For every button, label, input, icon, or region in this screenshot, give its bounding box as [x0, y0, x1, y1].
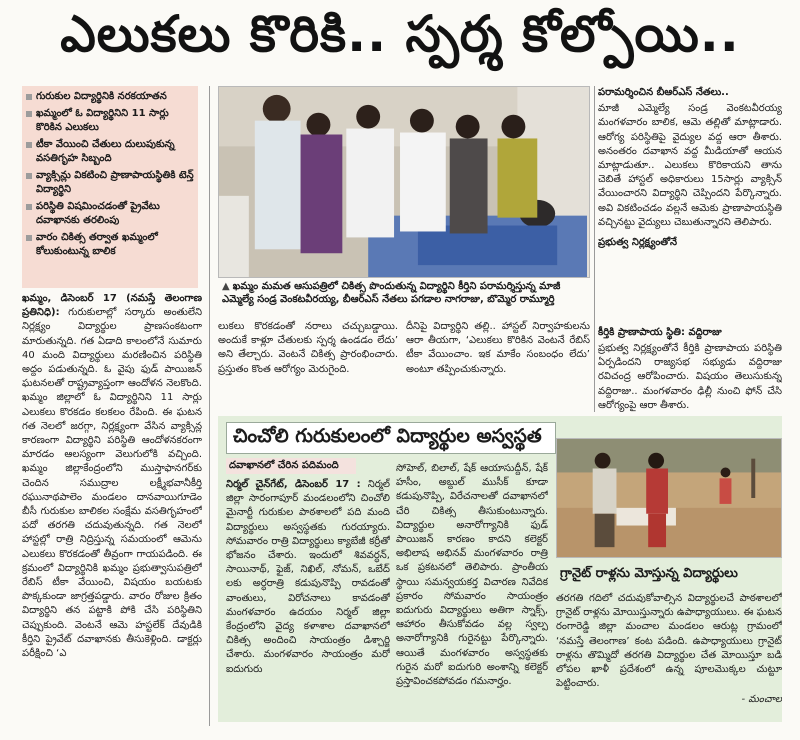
main-story-column-4: పరామర్శించిన బీఆర్ఎస్ నేతలు.. మాజీ ఎమ్మెల్యే సండ్ర వెంకటవీరయ్య మంగళవారం బాలిక, ఆమె తల్లితో మాట్లాడారు. ఆరోగ్య పరిస్థితిపై వైద్యుల వద్ద ఆరా తీశారు. అనంతరం దవాఖాన వద్ద మీడియాతో ఆయన మాట్లాడుతూ.. ఎలుకలు కొరికాయని తాను చెబితే హాస్టల్ అధికారులు 15సార్లు వ్యాక్సిన్ వేయించారని విద్యార్థిని చెప్పిందని పేర్కొన్నారు. అవి వికటించడం వల్లనే ఆమెకు ప్రాణాపాయస్థితి వచ్చినట్టు వైద్యులు చెబుతున్నారని తెలిపారు. ప్రభుత్వ నిర్లక్ష్యంతోనే	[598, 86, 782, 324]
caption-triangle-icon: ▲	[222, 281, 230, 292]
dateline: ఖమ్మం, డిసెంబర్ 17 (నమస్తే తెలంగాణ ప్రతినిధి):	[22, 293, 202, 319]
page-headline: ఎలుకలు కొరికి.. స్పర్శ కోల్పోయి..	[60, 4, 740, 63]
second-story-column-2: సోహెల్, బిలాల్, షేక్ ఆయాసుద్దీన్, షేక్ హసీం, అబ్దుల్ ముసీక్ కూడా కడుపునొప్పి, విరేచనాలతో దవాఖానలో చేరి చికిత్స తీసుకుంటున్నారు. విద్యార్థుల అనారోగ్యానికి ఫుడ్ పాయిజన్ కారణం కాదని కలెక్టర్ అభిలాష అభినవ్ మంగళవారం రాత్రి ఒక ప్రకటనలో తెలిపారు. ప్రాంతీయ స్థాయి సమన్వయకర్త విచారణ నివేదిక ప్రకారం సోమవారం సాయంత్రం ఐదుగురు విద్యార్థులు అతిగా స్నాక్స్, ఆహారం తీసుకోవడం వల్ల స్వల్ప అనారోగ్యానికి గురైనట్టు పేర్కొన్నారు. ఆయితే మంగళవారం అస్వస్థతకు గురైన మరో ఐదుగురి అంశాన్ని కలెక్టర్ ప్రస్తావించకపోవడం గమనార్హం.	[396, 463, 548, 688]
bullet-item: వారం చికిత్స తర్వాత ఖమ్మంలో కోలుకుంటున్న బాలిక	[26, 231, 194, 259]
second-story-column-1: నిర్మల్ చైన్‌గేట్, డిసెంబర్ 17 : నిర్మల్ జిల్లా సారంగాపూర్ మండలంలోని చించోలి మైనార్టీ గురుకుల పాఠశాలలో పది మంది విద్యార్థులు అస్వస్థతకు గురయ్యారు. సోమవారం రాత్రి విద్యార్థులు క్యాబేజీ కర్రీతో భోజనం చేశారు. ఇందులో శివవర్ధన్, సాయినాథ్, ఫైజ్, నిఖిల్, నోమన్, ఒబేద్ లకు అర్ధరాత్రి కడుపునొప్పి రావడంతో వాంతులు, విరోచనాలు కావడంతో మంగళవారం ఉదయం నిర్మల్ జిల్లా కేంద్రంలోని వైద్య కళాశాల దవాఖానలో చికిత్స అందించి సాయంత్రం డిశ్చార్జి చేశారు. మంగళవారం సాయంత్రం మరో ఐదుగురు	[226, 479, 390, 675]
column-divider	[594, 86, 595, 412]
students-carrying-granite-photo	[556, 438, 782, 558]
subsection-head: పరామర్శించిన బీఆర్ఎస్ నేతలు..	[598, 87, 729, 98]
story-credit: - మంచాల	[741, 694, 782, 706]
bullet-square-icon	[26, 142, 32, 148]
bullet-square-icon	[26, 111, 32, 117]
bullet-square-icon	[26, 173, 32, 179]
bullet-item: పరిస్థితి విషమించడంతో ప్రైవేటు దవాఖానకు తరలింపు	[26, 200, 194, 228]
dateline: నిర్మల్ చైన్‌గేట్, డిసెంబర్ 17 :	[226, 479, 361, 490]
hospital-photo	[218, 86, 590, 278]
subsection-subhead: కీర్తికి ప్రాణాపాయ స్థితి: వద్దిరాజు	[598, 327, 722, 338]
second-story-headline: చించోలి గురుకులంలో విద్యార్థుల అస్వస్థత	[226, 422, 556, 454]
summary-bullets	[22, 86, 198, 288]
subsection-head: ప్రభుత్వ నిర్లక్ష్యంతోనే	[598, 237, 678, 249]
main-story-column-2: లుకలు కొరకడంతో నరాలు చచ్చుబడ్డాయి. అందుకే కాళ్లూ చేతులకు స్పర్శ ఉండడం లేదు’ అని తేల్చారు. వెంటనే చికిత్స ప్రారంభించారు. ప్రస్తుతం కొంత ఆరోగ్యం మెరుగైంది.	[218, 321, 398, 375]
bullet-item: ఖమ్మంలో ఓ విద్యార్థినిని 11 సార్లు కొరికిన ఎలుకలు	[26, 107, 194, 135]
bullet-square-icon	[26, 94, 32, 100]
bullet-item: టీకా వేయించి చేతులు దులుపుకున్న వసతిగృహ సిబ్బంది	[26, 138, 194, 166]
second-story-subhead: దవాఖానలో చేరిన పదిమంది	[226, 458, 356, 474]
granite-story-text: తరగతి గదిలో చదువుకోవాల్సిన విద్యార్థులచే పాఠశాలలో గ్రానైట్ రాళ్లను మోయిస్తున్నారు ఉపాధ్యాయులు. ఈ ఘటన రంగారెడ్డి జిల్లా మంచాల మండలం ఆరుట్ల గ్రామంలో ‘నమస్తే తెలంగాణ’ కంట పడింది. ఉపాధ్యాయులు గ్రానైట్ రాళ్లను తొమ్మిదో తరగతి విద్యార్థుల చేత మోయిస్తూ బడి లోపల ఖాళీ ప్రదేశంలో ఉన్న పూలమొక్కల చుట్టూ పెట్టించారు. - మంచాల	[556, 592, 782, 724]
bullet-square-icon	[26, 204, 32, 210]
bullet-square-icon	[26, 235, 32, 241]
main-story-text: గురుకులాల్లో సర్కారు అంతులేని నిర్లక్ష్యం విద్యార్థుల ప్రాణసంకటంగా మారుతున్నది. గత ఏడాది కాలంలోనే సుమారు 40 మంది విద్యార్థులు మరణించిన పరిస్థితి అద్దం పడుతున్నది. ఓ వైపు ఫుడ్ పాయిజన్ ఘటనలతో రాష్ట్రవ్యాప్తంగా ఆందోళన నెలకొంది. ఖమ్మం జిల్లాలో ఓ విద్యార్థినిని 11 సార్లు ఎలుకలు కొరకడం కలకలం రేపింది. ఈ ఘటన గత నెలలో జరగ్గా, నిర్లక్ష్యంగా వేసిన వ్యాక్సిన్ల కారణంగా విద్యార్థిని పరిస్థితి ఆందోళనకరంగా మారడం ఆలస్యంగా వెలుగులోకి వచ్చింది. ఖమ్మం జిల్లాకేంద్రంలోని ముస్తాఫానగర్‌కు చెందిన సముద్రాల లక్ష్మీభవానీకీర్తి రఘునాథపాలెం మండలం దానవాయిగూడెం బీసీ గురుకుల బాలికల సంక్షేమ వసతిగృహంలో పదో తరగతి చదువుతున్నది. గత నెలలో హాస్టల్లో రాత్రి నిద్రిస్తున్న సమయంలో ఆమెను ఎలుకలు కొరకడంతో తీవ్రంగా గాయపడింది. ఈ క్రమంలో విద్యార్థినికి ఖమ్మం ప్రభుత్వాసుపత్రిలో రేబిస్ టీకా వేయించి, విషయం బయటకు పొక్కకుండా జాగ్రత్తపడ్డారు. వారం రోజుల క్రితం విద్యార్థిని తన పట్టాకి పోకి చేసి పరిస్థితిని చెప్పుకుంది. వెంటనే ఆమె హస్టలేక్ దేవుడికి కీర్తిని ప్రైవేట్ దవాఖానకు తీసుకెళ్లింది. డాక్టర్లు పరీక్షించి ‘ఎ	[22, 307, 202, 660]
column-divider	[209, 86, 210, 726]
bullet-item: గురుకుల విద్యార్థినికి నరకయాతన	[26, 90, 194, 104]
granite-story-headline: గ్రానైట్ రాళ్లను మోస్తున్న విద్యార్థులు	[560, 566, 738, 581]
main-story-column-3: దీనిపై విద్యార్థిని తల్లి.. హాస్టల్ నిర్వాహకులను ఆరా తీయగా, ‘ఎలుకలు కొరికిన వెంటనే రేబిస్ టీకా వేయించాం. ఇక మాకేం సంబంధం లేదు’ అంటూ తప్పించుకున్నారు.	[406, 321, 590, 375]
main-story-column-4b: ప్రభుత్వ నిర్లక్ష్యంతోనే కీర్తికి ప్రాణాపాయ పరిస్థితి ఏర్పడిందని రాజ్యసభ సభ్యుడు వద్దిరాజు రవిచంద్ర ఆరోపించారు. విషయం తెలుసుకున్న వద్దిరాజు.. మంగళవారం ఢిల్లీ నుంచి ఫోన్ చేసి ఆరోగ్యంపై ఆరా తీశారు.	[598, 343, 782, 411]
bullet-item: వ్యాక్సిన్లు వికటించి ప్రాణాపాయస్థితికి టెన్త్ విద్యార్థిని	[26, 169, 194, 197]
photo-caption: ▲ ఖమ్మం మమత ఆసుపత్రిలో చికిత్స పొందుతున్న విద్యార్థిని కీర్తిని పరామర్శిస్తున్న మాజీ ఎమ్మెల్యే సండ్ర వెంకటవీరయ్య, బీఆర్ఎస్ నేతలు పగడాల నాగరాజు, బొమ్మెర రామ్మూర్తి	[222, 281, 561, 305]
main-story-column-1	[22, 292, 202, 730]
